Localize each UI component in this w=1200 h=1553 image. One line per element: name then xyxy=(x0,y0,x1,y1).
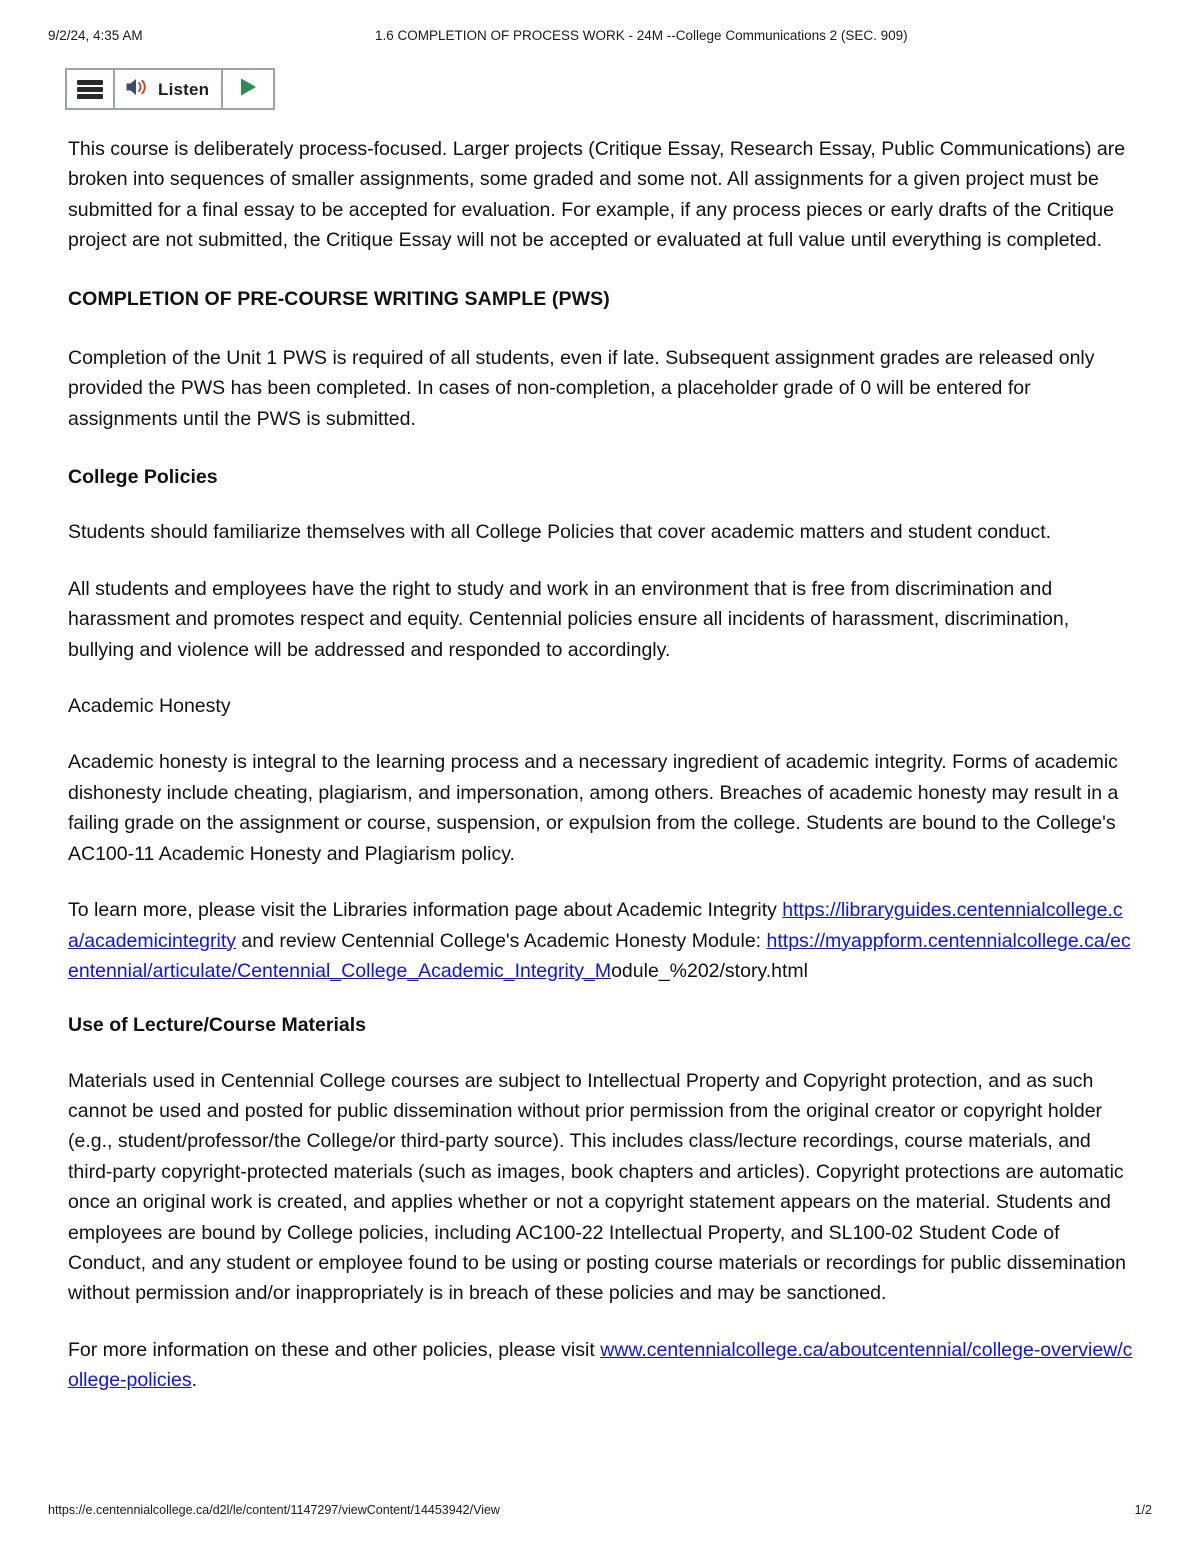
lecture-materials-heading: Use of Lecture/Course Materials xyxy=(68,1014,367,1037)
academic-integrity-links-paragraph xyxy=(68,895,1133,986)
print-footer-page-number: 1/2 xyxy=(1134,1503,1152,1517)
more-information-tail-text: . xyxy=(191,1369,197,1392)
readspeaker-listen-button[interactable] xyxy=(115,70,223,108)
readspeaker-play-button[interactable] xyxy=(223,70,273,108)
print-header xyxy=(0,28,1200,48)
readspeaker-menu-button[interactable] xyxy=(67,70,115,108)
college-policies-paragraph-1: Students should familiarize themselves with all College Policies that cover academic matters and student conduct. xyxy=(68,521,1052,544)
document-body xyxy=(68,134,1133,1419)
college-policies-heading: College Policies xyxy=(68,466,218,489)
academic-integrity-module-link[interactable]: https://myappform.centennialcollege.ca/ecentennial/articulate/Centennial_College_Academic_Integrity_M xyxy=(68,929,1131,982)
libraryguides-academic-integrity-link[interactable]: https://libraryguides.centennialcollege.ca/academicintegrity xyxy=(68,899,1123,952)
pws-paragraph: Completion of the Unit 1 PWS is required of all students, even if late. Subsequent assignment grades are released only provided the PWS has been completed. In cases of non-completion, a placeholder grade of 0 will be entered for assignments until the PWS is submitted. xyxy=(68,346,1095,430)
print-header-date: 9/2/24, 4:35 AM xyxy=(48,28,143,43)
academic-honesty-subheading: Academic Honesty xyxy=(68,695,231,718)
more-information-paragraph xyxy=(68,1335,1133,1396)
print-footer xyxy=(0,1503,1200,1521)
college-policies-paragraph-2: All students and employees have the right to study and work in an environment that is free from discrimination and harassment and promotes respect and equity. Centennial policies ensure all incidents of harassment, discrimination, bullying and violence will be addressed and responded to accordingly. xyxy=(68,577,1070,661)
speaker-icon xyxy=(125,76,151,103)
more-information-lead-text: For more information on these and other policies, please visit xyxy=(68,1338,601,1361)
academic-honesty-paragraph: Academic honesty is integral to the learning process and a necessary ingredient of academic integrity. Forms of academic dishonesty include cheating, plagiarism, and impersonation, among others. Breaches of academic honesty may result in a failing grade on the assignment or course, suspension, or expulsion from the college. Students are bound to the College's AC100-11 Academic Honesty and Plagiarism policy. xyxy=(68,751,1119,865)
college-policies-link[interactable]: www.centennialcollege.ca/aboutcentennial/college-overview/college-policies xyxy=(68,1338,1133,1392)
intro-paragraph: This course is deliberately process-focused. Larger projects (Critique Essay, Research Essay, Public Communications) are broken into sequences of smaller assignments, some graded and some not. All assignments for a given project must be submitted for a final essay to be accepted for evaluation. For example, if any process pieces or early drafts of the Critique project are not submitted, the Critique Essay will not be accepted or evaluated at full value until everything is completed. xyxy=(68,138,1126,252)
academic-integrity-lead-text: To learn more, please visit the Libraries information page about Academic Integrity xyxy=(68,899,783,922)
readspeaker-listen-label: Listen xyxy=(158,79,210,99)
print-footer-url: https://e.centennialcollege.ca/d2l/le/content/1147297/viewContent/14453942/View xyxy=(48,1503,500,1517)
readspeaker-listen-toolbar[interactable] xyxy=(65,68,275,110)
play-icon xyxy=(237,76,259,103)
pws-heading: COMPLETION OF PRE-COURSE WRITING SAMPLE (PWS) xyxy=(68,287,610,310)
lecture-materials-paragraph: Materials used in Centennial College courses are subject to Intellectual Property and Copyright protection, and as such cannot be used and posted for public dissemination without prior permission from the original creator or copyright holder (e.g., student/professor/the College/or third-party source). This includes class/lecture recordings, course materials, and third-party copyright-protected materials (such as images, book chapters and articles). Copyright protections are automatic once an original work is created, and applies whether or not a copyright statement appears on the material. Students and employees are bound by College policies, including AC100-22 Intellectual Property, and SL100-02 Student Code of Conduct, and any student or employee found to be using or posting course materials or recordings for public dissemination without permission and/or inappropriately is in breach of these policies and may be sanctioned. xyxy=(68,1069,1126,1305)
academic-integrity-tail-text: odule_%202/story.html xyxy=(611,959,808,982)
academic-integrity-mid-text: and review Centennial College's Academic Honesty Module: xyxy=(236,929,767,952)
hamburger-menu-icon xyxy=(77,80,103,99)
print-header-title: 1.6 COMPLETION OF PROCESS WORK - 24M --College Communications 2 (SEC. 909) xyxy=(375,28,908,43)
